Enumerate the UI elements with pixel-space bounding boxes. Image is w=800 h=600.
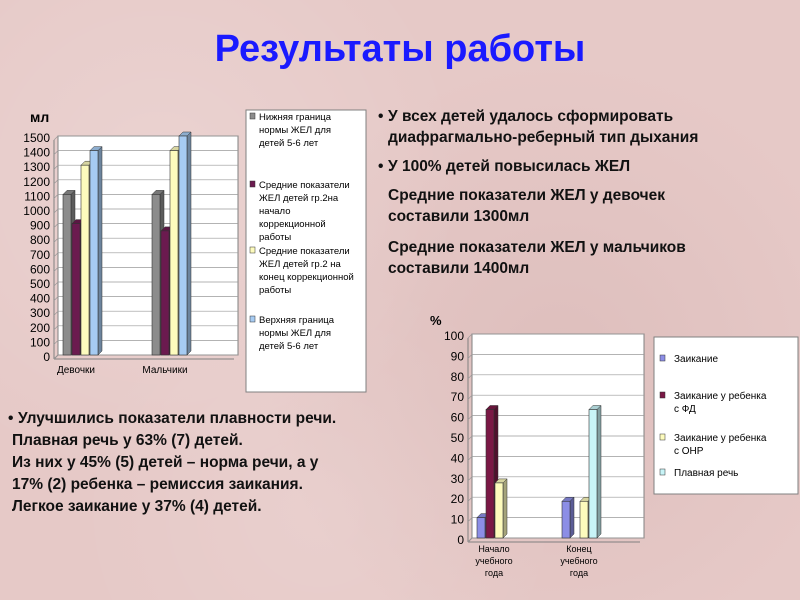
chart1-y-tick-label: 300 (29, 306, 50, 321)
chart1-bar (179, 132, 191, 355)
chart1-legend-label: Верхняя граница (259, 315, 335, 326)
chart1-bar-side (98, 147, 102, 355)
chart1-legend-swatch (250, 181, 255, 187)
chart2-x-tick-label: года (569, 568, 589, 578)
chart2-gridline-side (468, 538, 472, 542)
chart2-gridline-side (468, 334, 472, 338)
chart2-bar-front (562, 501, 570, 538)
chart2-y-axis-unit: % (430, 313, 442, 328)
chart1-gridline-side (54, 267, 58, 271)
chart1-legend-label: нормы ЖЕЛ для (259, 328, 332, 339)
chart1-legend-label: работы (259, 232, 292, 243)
boys-average-line1: Средние показатели ЖЕЛ у мальчиков (388, 239, 686, 256)
chart1-gridline-side (54, 238, 58, 242)
chart2-y-tick-label: 90 (450, 349, 464, 364)
chart1-gridline-side (54, 151, 58, 155)
chart1-gridline-side (54, 355, 58, 359)
chart1-y-tick-label: 600 (29, 262, 50, 277)
chart2-bar-side (597, 405, 601, 538)
chart1-y-tick-label: 400 (29, 291, 50, 306)
chart1-y-tick-label: 500 (29, 277, 50, 291)
chart1-legend-label: ЖЕЛ детей гр.2 на (259, 259, 341, 270)
chart1-gridline-side (54, 282, 58, 286)
chart1-legend-label: детей 5-6 лет (259, 138, 319, 149)
chart2-legend-swatch (660, 355, 665, 361)
chart1-gridline-side (54, 311, 58, 315)
bullet-breathing: • У всех детей удалось сформировать диафрагмально-реберный тип дыхания (378, 106, 798, 148)
chart2-y-tick-label: 100 (443, 329, 464, 343)
chart1-y-tick-label: 200 (29, 320, 50, 335)
chart1-y-tick-label: 700 (29, 247, 50, 262)
chart1-y-tick-label: 1300 (23, 160, 50, 175)
chart1-bar-front (63, 194, 71, 355)
chart1-legend-label: Средние показатели (259, 246, 350, 257)
chart1-legend-label: коррекционной (259, 219, 326, 230)
chart1-y-tick-label: 900 (29, 218, 50, 233)
chart1-legend-swatch (250, 113, 255, 119)
chart2-legend-label: Заикание у ребенка (674, 433, 767, 444)
chart1-y-tick-label: 1400 (23, 145, 50, 160)
chart2-y-tick-label: 50 (450, 431, 464, 445)
chart1-y-tick-label: 1200 (23, 174, 50, 189)
chart2-gridline-side (468, 416, 472, 420)
chart2-gridline-side (468, 456, 472, 460)
chart1-legend-swatch (250, 247, 255, 253)
chart1-legend-label: работы (259, 285, 292, 296)
chart1-bar-front (161, 231, 169, 355)
chart2-legend-swatch (660, 392, 665, 398)
chart1-legend-label: конец коррекционной (259, 272, 354, 283)
chart2-x-tick-label: учебного (560, 556, 598, 566)
chart1-bar-side (187, 132, 191, 355)
page-title: Результаты работы (214, 28, 586, 70)
boys-average-line2: составили 1400мл (388, 260, 530, 277)
chart1-gridline-side (54, 194, 58, 198)
chart1-gridline-side (54, 297, 58, 301)
chart1-x-tick-label: Девочки (56, 365, 96, 376)
speech-line5: Легкое заикание у 37% (4) детей. (12, 498, 262, 515)
chart1-legend-label: Нижняя граница (259, 112, 332, 123)
bullet-breathing-line2: диафрагмально-реберный тип дыхания (388, 129, 699, 146)
chart1-legend-label: ЖЕЛ детей гр.2на (259, 193, 339, 204)
chart2-bar-side (503, 479, 507, 538)
speech-bullet: • Улучшились показатели плавности речи. (8, 410, 337, 427)
chart2-bar-front (589, 409, 597, 538)
chart1-bar (90, 147, 102, 355)
chart1-legend-label: детей 5-6 лет (259, 341, 319, 352)
chart1-y-tick-label: 100 (29, 335, 50, 350)
chart1-gridline-side (54, 326, 58, 330)
chart2-gridline-side (468, 354, 472, 358)
chart1-y-tick-label: 800 (29, 233, 50, 248)
chart2-y-tick-label: 0 (457, 533, 464, 547)
bullet-breathing-line1: У всех детей удалось сформировать (388, 108, 674, 125)
chart2-gridline-side (468, 375, 472, 379)
chart2-x-tick-label: Начало (478, 544, 510, 554)
chart2-legend-swatch (660, 469, 665, 475)
chart2-bar-front (477, 518, 485, 538)
chart1-gridline-side (54, 209, 58, 213)
chart2-y-tick-label: 20 (450, 492, 464, 507)
chart2-y-tick-label: 70 (450, 390, 464, 405)
chart1-y-tick-label: 0 (43, 350, 50, 364)
bullet-vital-capacity: • У 100% детей повысилась ЖЕЛ (378, 158, 631, 175)
speech-line4: 17% (2) ребенка – ремиссия заикания. (12, 476, 303, 493)
chart1-y-tick-label: 1000 (23, 204, 50, 218)
chart1-bar-front (81, 165, 89, 355)
chart2-bar-front (495, 483, 503, 538)
chart2-y-tick-label: 60 (450, 410, 464, 425)
chart2-legend-label: Заикание у ребенка (674, 391, 767, 402)
chart2-x-tick-label: Конец (566, 544, 592, 554)
chart2-legend-label: с ОНР (674, 446, 704, 457)
speech-line1: Улучшились показатели плавности речи. (18, 410, 337, 427)
chart1-gridline-side (54, 340, 58, 344)
chart2-x-tick-label: учебного (475, 556, 513, 566)
chart1-bar-front (179, 136, 187, 355)
chart1-y-tick-label: 1100 (24, 189, 50, 204)
chart1-bar-front (170, 151, 178, 355)
chart2-y-tick-label: 30 (450, 471, 464, 486)
chart1-legend-swatch (250, 316, 255, 322)
chart2-legend-label: с ФД (674, 404, 696, 415)
chart2-bar-side (570, 497, 574, 538)
chart2-bar (562, 497, 574, 538)
chart2-y-tick-label: 10 (450, 512, 464, 527)
chart1-gridline-side (54, 180, 58, 184)
chart2-x-tick-label: года (484, 568, 504, 578)
chart1-gridline-side (54, 136, 58, 140)
chart2-legend-label: Плавная речь (674, 468, 739, 479)
chart1-gridline-side (54, 165, 58, 169)
chart2-gridline-side (468, 395, 472, 399)
chart2-gridline-side (468, 497, 472, 501)
chart2-bar-front (486, 409, 494, 538)
chart2-gridline-side (468, 436, 472, 440)
chart1-x-tick-label: Мальчики (142, 365, 188, 376)
chart2-y-tick-label: 80 (450, 369, 464, 384)
chart2-bar (589, 405, 601, 538)
chart1-legend-label: начало (259, 206, 291, 217)
chart2-bar-front (580, 501, 588, 538)
chart1-bar-front (90, 151, 98, 355)
chart2-bar (495, 479, 507, 538)
chart2-y-tick-label: 40 (450, 451, 464, 466)
chart1-legend-label: нормы ЖЕЛ для (259, 125, 332, 136)
speech-line2: Плавная речь у 63% (7) детей. (12, 432, 243, 449)
bullet-vital-capacity-text: У 100% детей повысилась ЖЕЛ (388, 158, 631, 175)
chart2-gridline-side (468, 477, 472, 481)
chart1-y-axis-unit: мл (30, 109, 50, 125)
chart2-gridline-side (468, 518, 472, 522)
girls-average-line1: Средние показатели ЖЕЛ у девочек (388, 187, 666, 204)
speech-line3: Из них у 45% (5) детей – норма речи, а у (12, 454, 319, 471)
chart2-legend-swatch (660, 434, 665, 440)
chart1-bar-front (152, 194, 160, 355)
girls-average-line2: составили 1300мл (388, 208, 530, 225)
chart1-legend-label: Средние показатели (259, 180, 350, 191)
chart1-gridline-side (54, 224, 58, 228)
chart1-bar-front (72, 224, 80, 355)
chart1-gridline-side (54, 253, 58, 257)
chart2-legend-label: Заикание (674, 354, 719, 365)
chart1-y-tick-label: 1500 (23, 131, 50, 145)
